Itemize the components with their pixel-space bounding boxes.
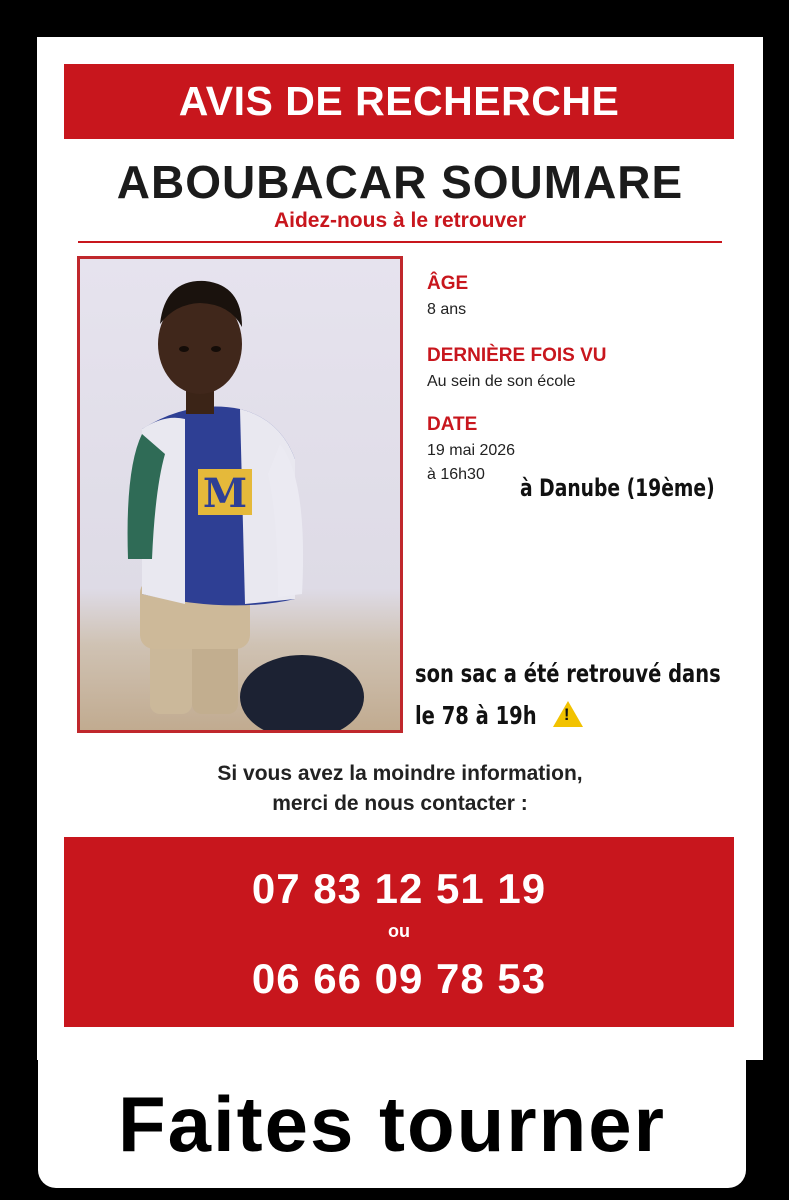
phone-number-1[interactable]: 07 83 12 51 19	[251, 865, 547, 912]
phone-separator: ou	[388, 921, 410, 941]
warning-icon: !	[553, 701, 583, 727]
divider	[78, 241, 722, 243]
contact-line1: Si vous avez la moindre information,	[217, 762, 583, 785]
date-label: DATE	[427, 414, 478, 435]
age-section	[427, 273, 468, 319]
child-photo	[77, 256, 403, 733]
poster-title-banner: AVIS DE RECHERCHE	[64, 64, 734, 139]
last-seen-section	[427, 345, 606, 391]
date-section	[427, 414, 515, 484]
svg-text:M: M	[202, 470, 248, 517]
bag-note-line2-row	[415, 701, 583, 730]
child-photo-illustration	[80, 259, 400, 730]
poster-subtitle: Aidez-nous à le retrouver	[273, 209, 527, 232]
phone-number-2[interactable]: 06 66 09 78 53	[251, 955, 547, 1002]
contact-banner	[64, 837, 734, 1027]
person-name: ABOUBACAR SOUMARE	[116, 156, 684, 208]
missing-person-poster	[37, 37, 763, 1060]
last-seen-label: DERNIÈRE FOIS VU	[427, 345, 607, 366]
location-note: à Danube (19ème)	[520, 474, 715, 502]
bag-note-line2: le 78 à 19h	[415, 701, 537, 730]
age-label: ÂGE	[427, 273, 469, 294]
contact-prompt	[37, 759, 763, 819]
share-footer: Faites tourner	[38, 1060, 746, 1188]
bag-note-line1: son sac a été retrouvé dans	[415, 659, 721, 688]
contact-line2: merci de nous contacter :	[272, 792, 528, 815]
date-value: 19 mai 2026	[427, 442, 516, 459]
last-seen-value: Au sein de son école	[427, 373, 576, 390]
age-value: 8 ans	[427, 301, 467, 318]
time-value: à 16h30	[427, 466, 485, 483]
